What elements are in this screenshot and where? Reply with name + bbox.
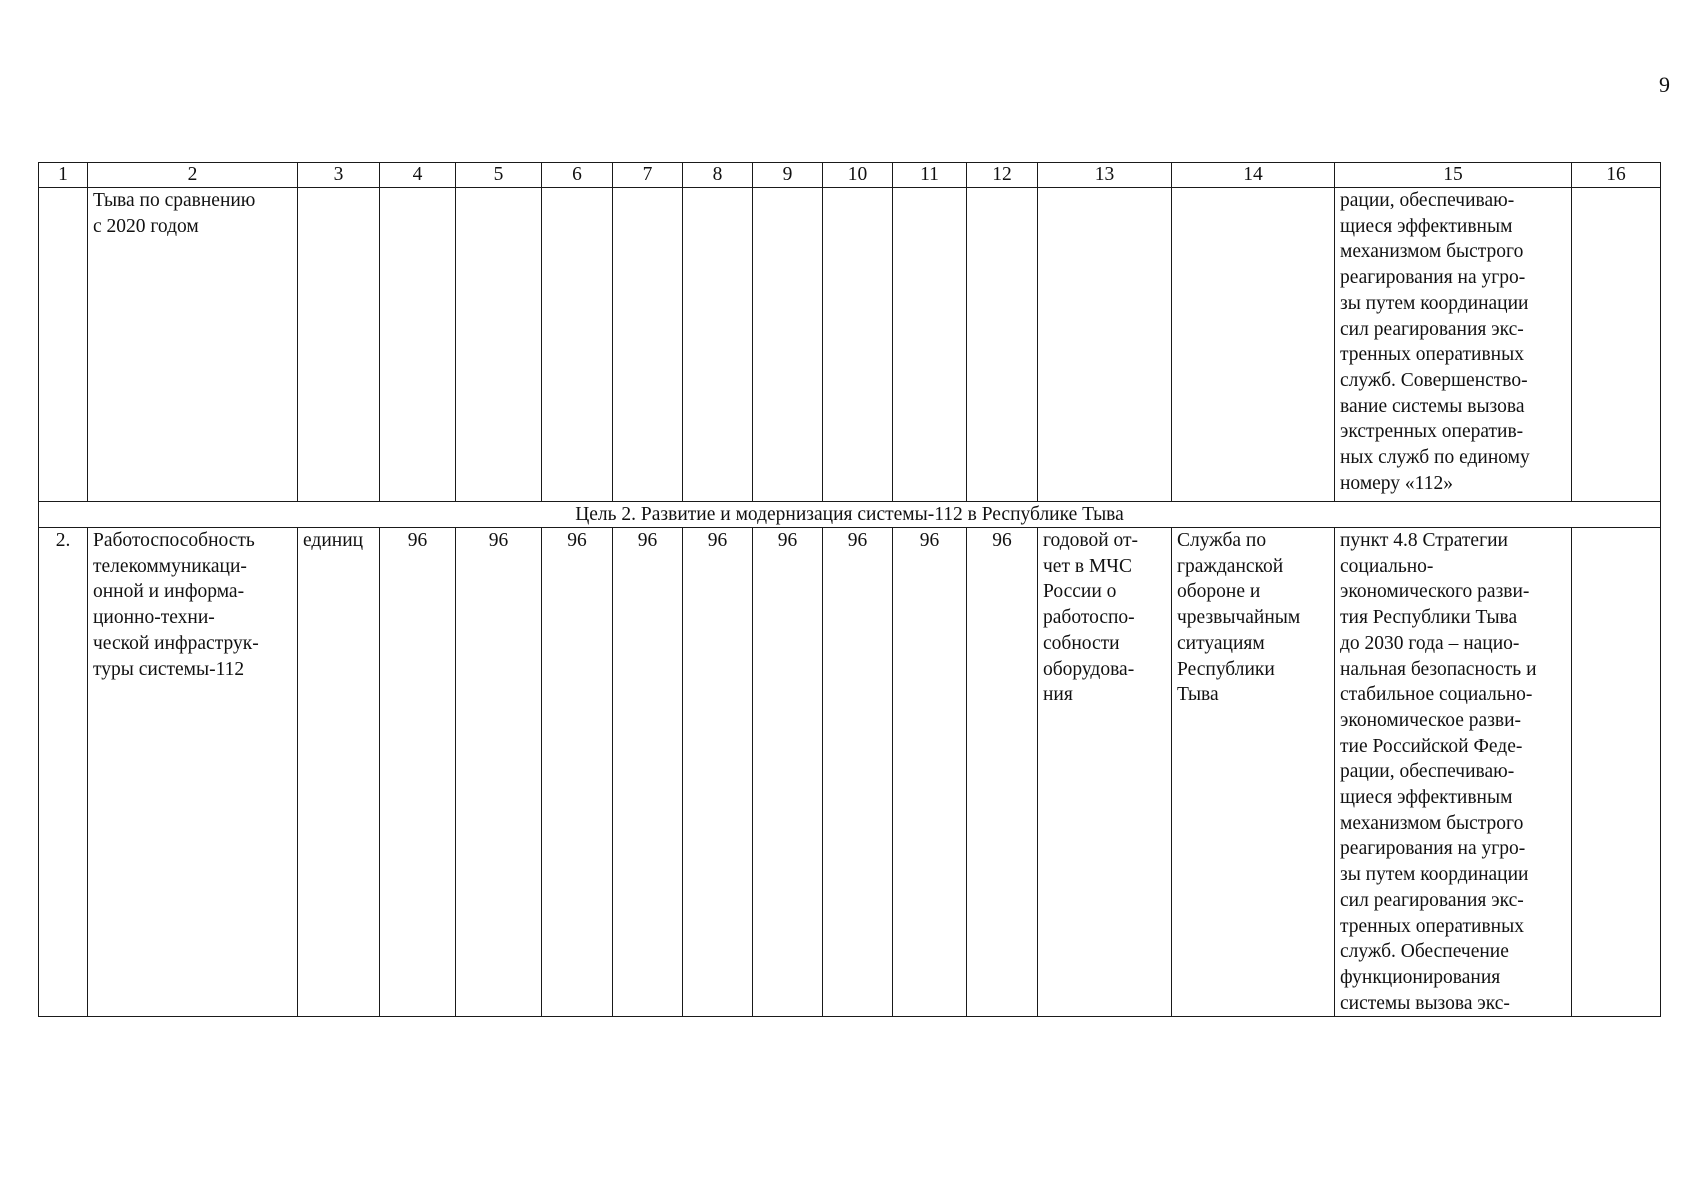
text-line: реагирования на угро- (1340, 838, 1526, 860)
empty-cell (1172, 188, 1335, 502)
header-cell: 16 (1572, 163, 1661, 188)
empty-cell (893, 188, 967, 502)
text-line: ситуациям (1177, 632, 1265, 654)
empty-cell (613, 188, 683, 502)
basis-cell (1335, 528, 1572, 1017)
indicator-continuation-cell (88, 188, 298, 502)
text-line: тренных оперативных (1340, 915, 1524, 937)
continuation-row (39, 188, 1661, 502)
text-line: служб. Обеспечение (1340, 941, 1509, 963)
text-line: Тыва (1177, 684, 1219, 706)
header-cell: 9 (753, 163, 823, 188)
text-line: щиеся эффективным (1340, 787, 1513, 809)
value-cell: 96 (683, 528, 753, 1017)
empty-cell (753, 188, 823, 502)
text-line: Работоспособность (93, 530, 255, 551)
text-line: ных служб по единому (1340, 447, 1530, 469)
header-cell: 12 (967, 163, 1038, 188)
text-line: телекоммуникаци- (93, 555, 247, 577)
text-line: чет в МЧС (1043, 555, 1132, 577)
header-cell: 7 (613, 163, 683, 188)
text-line: оборудова- (1043, 658, 1135, 680)
value-cell: 96 (823, 528, 893, 1017)
header-cell: 1 (39, 163, 88, 188)
text-line: экономического разви- (1340, 581, 1530, 603)
text-line: собности (1043, 632, 1120, 654)
text-line: служб. Совершенство- (1340, 369, 1528, 391)
empty-cell (823, 188, 893, 502)
empty-cell (456, 188, 542, 502)
value-cell: 96 (456, 528, 542, 1017)
text-line: сил реагирования экс- (1340, 889, 1524, 911)
text-line: рации, обеспечиваю- (1340, 761, 1515, 783)
goal-row (39, 502, 1661, 528)
text-line: с 2020 годом (93, 215, 199, 237)
header-cell: 2 (88, 163, 298, 188)
indicator-table (38, 162, 1661, 1017)
empty-cell (1572, 188, 1661, 502)
value-cell: 96 (967, 528, 1038, 1017)
text-line: Тыва по сравнению (93, 190, 256, 211)
text-line: Служба по (1177, 530, 1267, 551)
header-cell: 11 (893, 163, 967, 188)
goal-heading: Цель 2. Развитие и модернизация системы-112 в Республике Тыва (39, 502, 1661, 528)
text-line: ционно-техни- (93, 607, 215, 629)
empty-cell (1038, 188, 1172, 502)
text-line: реагирования на угро- (1340, 267, 1526, 289)
indicator-name-cell (88, 528, 298, 1017)
text-line: онной и информа- (93, 581, 245, 603)
text-line: обороне и (1177, 581, 1261, 603)
header-cell: 15 (1335, 163, 1572, 188)
text-line: вание системы вызова (1340, 395, 1525, 417)
header-cell: 3 (298, 163, 380, 188)
header-cell: 10 (823, 163, 893, 188)
text-line: стабильное социально- (1340, 684, 1533, 706)
text-line: чрезвычайным (1177, 607, 1301, 629)
header-cell: 5 (456, 163, 542, 188)
header-cell: 4 (380, 163, 456, 188)
text-line: ния (1043, 684, 1073, 706)
column-number-row (39, 163, 1661, 188)
empty-cell (380, 188, 456, 502)
basis-continuation-cell (1335, 188, 1572, 502)
empty-cell (1572, 528, 1661, 1017)
text-line: функционирования (1340, 966, 1501, 988)
text-line: тия Республики Тыва (1340, 607, 1518, 629)
text-line: зы путем координации (1340, 292, 1529, 314)
value-cell: 96 (380, 528, 456, 1017)
text-line: системы вызова экс- (1340, 992, 1510, 1014)
text-line: номеру «112» (1340, 472, 1453, 494)
header-cell: 14 (1172, 163, 1335, 188)
header-cell: 8 (683, 163, 753, 188)
text-line: пункт 4.8 Стратегии (1340, 530, 1508, 551)
row-number: 2. (39, 528, 88, 1017)
text-line: туры системы-112 (93, 658, 245, 680)
text-line: экстренных оператив- (1340, 421, 1524, 443)
empty-cell (967, 188, 1038, 502)
value-cell: 96 (753, 528, 823, 1017)
text-line: социально- (1340, 555, 1434, 577)
text-line: Республики (1177, 658, 1275, 680)
text-line: сил реагирования экс- (1340, 318, 1524, 340)
text-line: щиеся эффективным (1340, 215, 1513, 237)
text-line: зы путем координации (1340, 864, 1529, 886)
text-line: экономическое разви- (1340, 709, 1522, 731)
value-cell: 96 (613, 528, 683, 1017)
text-line: годовой от- (1043, 530, 1139, 551)
page-number: 9 (1659, 72, 1670, 97)
text-line: тие Российской Феде- (1340, 735, 1523, 757)
value-cell: 96 (542, 528, 613, 1017)
text-line: работоспо- (1043, 607, 1135, 629)
value-cell: 96 (893, 528, 967, 1017)
indicator-row (39, 528, 1661, 1017)
text-line: России о (1043, 581, 1117, 603)
text-line: до 2030 года – нацио- (1340, 632, 1520, 654)
empty-cell (39, 188, 88, 502)
text-line: гражданской (1177, 555, 1284, 577)
empty-cell (683, 188, 753, 502)
text-line: рации, обеспечиваю- (1340, 190, 1515, 211)
responsible-cell (1172, 528, 1335, 1017)
text-line: ческой инфраструк- (93, 632, 259, 654)
header-cell: 6 (542, 163, 613, 188)
text-line: тренных оперативных (1340, 344, 1524, 366)
text-line: механизмом быстрого (1340, 812, 1524, 834)
empty-cell (542, 188, 613, 502)
empty-cell (298, 188, 380, 502)
header-cell: 13 (1038, 163, 1172, 188)
text-line: механизмом быстрого (1340, 241, 1524, 263)
source-cell (1038, 528, 1172, 1017)
text-line: нальная безопасность и (1340, 658, 1537, 680)
unit-cell: единиц (298, 528, 380, 1017)
